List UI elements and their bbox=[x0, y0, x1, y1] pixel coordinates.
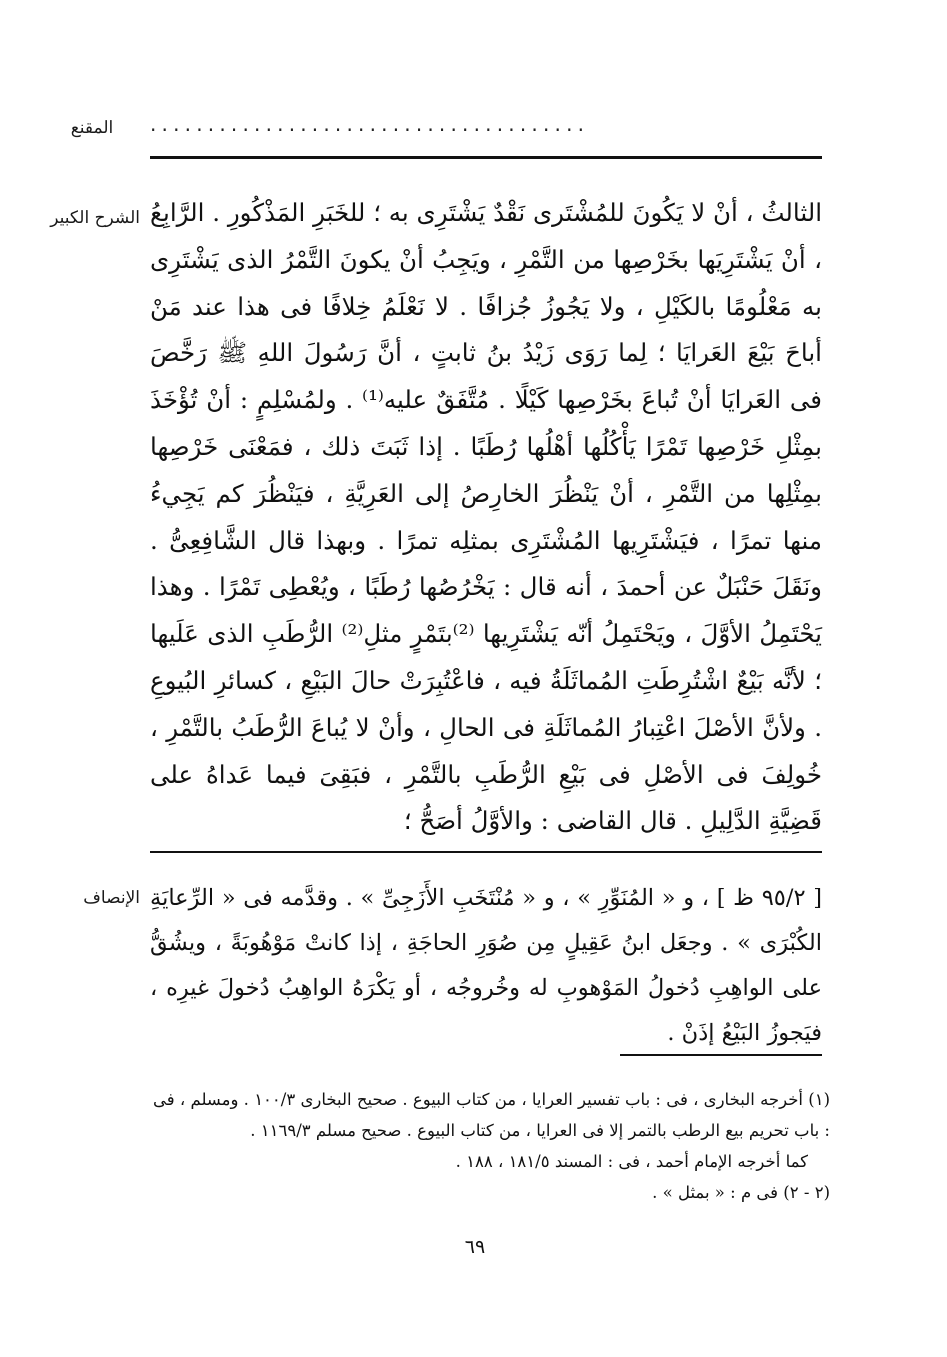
side-label-insaf: الإنصاف bbox=[83, 888, 140, 908]
insaf-commentary bbox=[150, 876, 822, 1056]
footnote-1-continuation: كما أخرجه الإمام أحمد ، فى : المسند ١٨١/٥ ، ١٨٨ . bbox=[455, 1152, 808, 1171]
section-divider-rule bbox=[150, 851, 822, 853]
footnote-1: (١) أخرجه البخارى ، فى : باب تفسير العرايا ، من كتاب البيوع . صحيح البخارى ١٠٠/٣ . ومسلم ، فى : باب تحريم بيع الرطب بالتمر إلا فى العرايا ، من كتاب البيوع . صحيح مسلم ١١٦٩/٣ . bbox=[153, 1090, 830, 1140]
footnotes bbox=[150, 1084, 830, 1208]
sharh-commentary bbox=[150, 190, 822, 845]
header-rule bbox=[150, 156, 822, 159]
page-number: ٦٩ bbox=[464, 1236, 486, 1258]
insaf-paragraph: [ ٩٥/٢ ظ ] ، و « المُنَوِّرِ » ، و « مُنْتَخَبِ الأَزَجِىِّ » . وقدَّمه فى « الرِّعايَةِ الكُبْرَى » . وجعَل ابنُ عَقِيلٍ مِن صُوَرِ الحاجَةِ ، إذا كانتْ مَوْهُوبَةً ، ويشُقُّ على الواهِبِ دُخولُ المَوْهوبِ له وخُروجُه ، أو يَكْرَهُ الواهِبُ دُخولَ غيرِه ، فيَجوزُ البَيْعُ إذَنْ . bbox=[150, 885, 822, 1046]
footnote-2: (٢ - ٢) فى م : « بمثل » . bbox=[652, 1183, 830, 1202]
footnote-rule bbox=[620, 1054, 822, 1056]
running-title: المقنع bbox=[70, 118, 114, 138]
sharh-paragraph: الثالثُ ، أنْ لا يَكُونَ للمُشْتَرى نَقْدٌ يَشْتَرِى به ؛ للخَبَرِ المَذْكُورِ . الرَّابِعُ ، أنْ يَشْتَرِيَها بخَرْصِها من التَّمْرِ ، ويَجِبُ أنْ يكونَ التَّمْرُ الذى يَشْتَرِى به مَعْلُومًا بالكَيْلِ ، ولا يَجُوزُ جُزافًا . لا نَعْلَمُ خِلافًا فى هذا عند مَنْ أباحَ بَيْعَ العَرايَا ؛ لِما رَوَى زَيْدُ بنُ ثابتٍ ، أنَّ رَسُولَ اللهِ ﷺ رَخَّصَ فى العَرايَا أنْ تُباعَ بخَرْصِها كَيْلًا . مُتَّفَقٌ عليه⁽¹⁾ . ولمُسْلِمٍ : أنْ تُؤْخَذَ بمِثْلِ خَرْصِها تَمْرًا يَأْكُلُها أهْلُها رُطَبًا . إذا ثَبَتَ ذلك ، فمَعْنَى خَرْصِها بمِثْلِها من التَّمْرِ ، أنْ يَنْظُرَ الخارِصُ إلى العَرِيَّةِ ، فيَنْظُرَ كم يَجِيءُ منها تمرًا ، فيَشْتَرِيها المُشْتَرِى بمثلِه تمرًا . وبهذا قال الشَّافِعِىُّ . ونَقَلَ حَنْبَلٌ عن أحمدَ ، أنه قال : يَخْرُصُها رُطَبًا ، ويُعْطِى تَمْرًا . وهذا يَحْتَمِلُ الأوَّلَ ، ويَحْتَمِلُ أنّه يَشْتَرِيها ⁽²⁾بتَمْرٍ مثلِ⁽²⁾ الرُّطَبِ الذى عَلَيها ؛ لأنَّه بَيْعٌ اشْتُرِطَتِ المُماثَلَةُ فيه ، فاعْتُبِرَتْ حالَ البَيْعِ ، كسائرِ البُيوعِ . ولأنَّ الأصْلَ اعْتِبارُ المُماثَلَةِ فى الحالِ ، وأنْ لا يُباعَ الرُّطَبُ بالتَّمْرِ ، خُولِفَ فى الأصْلِ فى بَيْعِ الرُّطَبِ بالتَّمْرِ ، فبَقِىَ فيما عَداهُ على قَضِيَّةِ الدَّلِيلِ . قال القاضى : والأوَّلُ أصَحُّ ؛ bbox=[150, 198, 822, 836]
header-dotted-leader: ...................................... bbox=[150, 112, 590, 136]
side-label-sharh: الشرح الكبير bbox=[50, 208, 140, 228]
